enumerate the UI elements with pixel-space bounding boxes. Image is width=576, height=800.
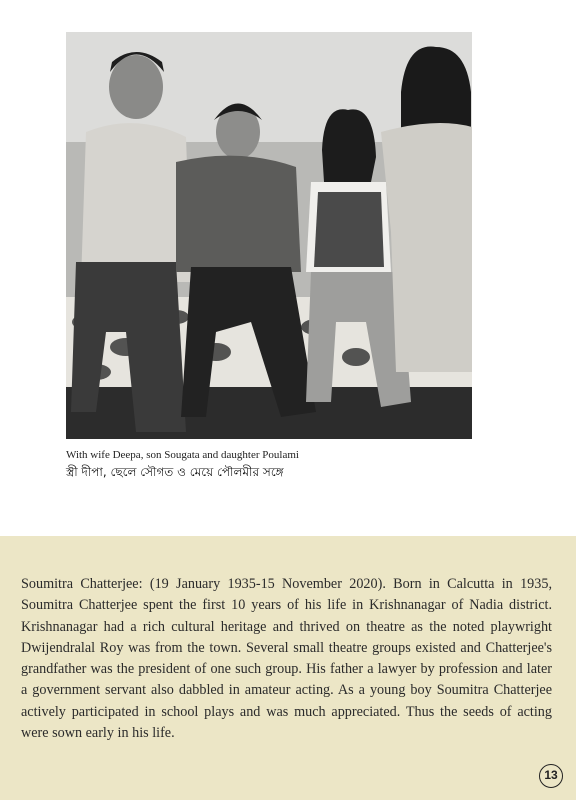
family-photo-illustration [66,32,472,439]
family-photo [66,32,472,439]
photo-caption-english: With wife Deepa, son Sougata and daughter Poulami [66,449,299,461]
photo-caption-bengali: স্ত্রী দীপা, ছেলে সৌগত ও মেয়ে পৌলমীর সঙ্গে [66,465,284,479]
biography-text: Soumitra Chatterjee: (19 January 1935-15 November 2020). Born in Calcutta in 1935, Soumitra Chatterjee spent the first 10 years of his life in Krishnanagar of Nadia district. Krishnanagar had a rich cultural heritage and thrived on theatre as the noted playwright Dwijendralal Roy was from the town. Several small theatre groups existed and Chatterjee's grandfather was the president of one such group. His father a lawyer by profession and later a government servant also dabbled in amateur acting. As a young boy Soumitra Chatterjee actively participated in school plays and was much appreciated. Thus the seeds of acting were sown early in his life. [21,576,552,742]
page-number-badge: 13 [539,764,563,788]
